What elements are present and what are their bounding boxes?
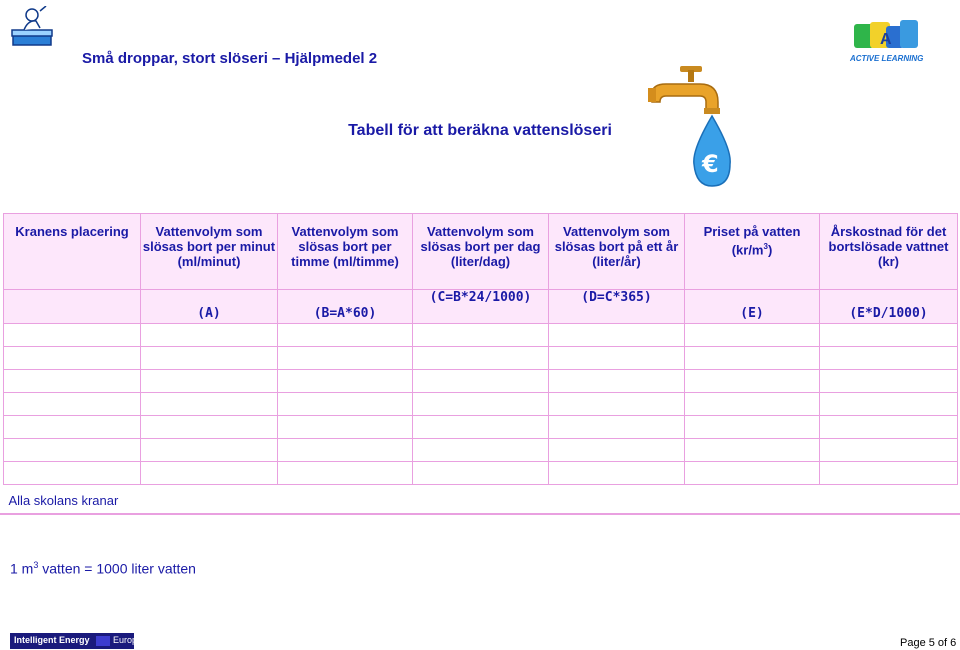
- table-cell[interactable]: [4, 416, 141, 439]
- table-row: [4, 370, 958, 393]
- active-learning-caption: ACTIVE LEARNING: [850, 54, 924, 63]
- formula-e: (E): [685, 290, 820, 324]
- table-cell[interactable]: [549, 324, 685, 347]
- table-cell[interactable]: [413, 439, 549, 462]
- table-formula-row: [4, 290, 958, 324]
- table-cell[interactable]: [820, 439, 958, 462]
- formula-a: (A): [141, 290, 278, 324]
- table-cell[interactable]: [413, 324, 549, 347]
- table-cell[interactable]: [685, 347, 820, 370]
- table-cell[interactable]: [278, 485, 413, 532]
- faucet-euro-drop-icon: [648, 64, 734, 195]
- header-volume-per-year: Vattenvolym som slösas bort på ett år (liter/år): [549, 214, 685, 290]
- table-cell[interactable]: [549, 347, 685, 370]
- table-cell[interactable]: [278, 347, 413, 370]
- table-cell[interactable]: [820, 462, 958, 485]
- page-number: Page 5 of 6: [900, 637, 957, 649]
- table-cell[interactable]: [549, 462, 685, 485]
- table-cell[interactable]: [549, 393, 685, 416]
- table-cell[interactable]: [141, 439, 278, 462]
- table-cell[interactable]: [413, 347, 549, 370]
- table-cell[interactable]: [685, 485, 820, 532]
- table-cell[interactable]: [549, 439, 685, 462]
- table-row: [4, 324, 958, 347]
- table-cell[interactable]: [4, 347, 141, 370]
- table-cell[interactable]: [141, 462, 278, 485]
- table-cell[interactable]: [685, 462, 820, 485]
- table-cell[interactable]: [413, 416, 549, 439]
- worksheet-logo-icon: [10, 6, 56, 53]
- unit-note: 1 $m^3$ vatten = 1000 liter vatten: [10, 560, 196, 577]
- table-cell[interactable]: [4, 324, 141, 347]
- table-cell[interactable]: [413, 462, 549, 485]
- table-header-row: [4, 214, 958, 290]
- table-cell[interactable]: [278, 324, 413, 347]
- table-cell[interactable]: [278, 370, 413, 393]
- active-learning-logo: [848, 18, 924, 71]
- table-cell[interactable]: [685, 324, 820, 347]
- table-cell[interactable]: [685, 416, 820, 439]
- svg-text:€: €: [702, 150, 719, 178]
- table-cell[interactable]: [820, 393, 958, 416]
- table-cell[interactable]: [141, 324, 278, 347]
- header-volume-per-hour: Vattenvolym som slösas bort per timme (ml/timme): [278, 214, 413, 290]
- table-cell[interactable]: [141, 370, 278, 393]
- table-row: [4, 393, 958, 416]
- header-water-price: Priset på vatten $(kr/m^3)$: [685, 214, 820, 290]
- table-cell[interactable]: [685, 370, 820, 393]
- table-row: [4, 347, 958, 370]
- table-cell[interactable]: [4, 439, 141, 462]
- table-cell[interactable]: [820, 485, 958, 532]
- eu-flag-icon: [96, 636, 110, 646]
- table-cell[interactable]: [685, 439, 820, 462]
- table-cell[interactable]: [413, 370, 549, 393]
- table-cell[interactable]: [141, 393, 278, 416]
- formula-tap-location: [4, 290, 141, 324]
- svg-text:A: A: [880, 31, 892, 48]
- table-cell[interactable]: [4, 370, 141, 393]
- table-cell[interactable]: [820, 324, 958, 347]
- table-cell[interactable]: [278, 462, 413, 485]
- total-row-label: Alla skolans kranar: [4, 485, 141, 532]
- table-total-row: [4, 485, 958, 532]
- table-row: [4, 416, 958, 439]
- table-cell[interactable]: [4, 462, 141, 485]
- table-cell[interactable]: [820, 347, 958, 370]
- header-annual-cost: Årskostnad för det bortslösade vattnet (kr): [820, 214, 958, 290]
- formula-c: (C=B*24/1000): [413, 290, 549, 324]
- table-cell[interactable]: [685, 393, 820, 416]
- table-cell[interactable]: [549, 370, 685, 393]
- formula-b: (B=A*60): [278, 290, 413, 324]
- table-cell[interactable]: [413, 393, 549, 416]
- table-row: [4, 462, 958, 485]
- footer-logo-eu: Europe: [113, 635, 143, 645]
- table-cell[interactable]: [549, 416, 685, 439]
- table-cell[interactable]: [141, 485, 278, 532]
- intelligent-energy-europe-logo: [10, 633, 143, 649]
- total-row-divider: [0, 513, 960, 515]
- table-cell[interactable]: [278, 416, 413, 439]
- formula-annual-cost: (E*D/1000): [820, 290, 958, 324]
- formula-d: (D=C*365): [549, 290, 685, 324]
- header-tap-location: Kranens placering: [4, 214, 141, 290]
- header-volume-per-day: Vattenvolym som slösas bort per dag (liter/dag): [413, 214, 549, 290]
- table-cell[interactable]: [278, 439, 413, 462]
- table-cell[interactable]: [549, 485, 685, 532]
- table-cell[interactable]: [141, 347, 278, 370]
- table-cell[interactable]: [820, 416, 958, 439]
- table-cell[interactable]: [413, 485, 549, 532]
- table-row: [4, 439, 958, 462]
- table-title: Tabell för att beräkna vattenslöseri: [348, 122, 612, 139]
- header-volume-per-minute: Vattenvolym som slösas bort per minut (ml/minut): [141, 214, 278, 290]
- table-cell[interactable]: [278, 393, 413, 416]
- footer-logo-text: Intelligent Energy: [14, 635, 90, 645]
- document-title: Små droppar, stort slöseri – Hjälpmedel 2: [82, 50, 378, 67]
- table-cell[interactable]: [820, 370, 958, 393]
- water-waste-table: [3, 213, 958, 531]
- table-cell[interactable]: [4, 393, 141, 416]
- table-cell[interactable]: [141, 416, 278, 439]
